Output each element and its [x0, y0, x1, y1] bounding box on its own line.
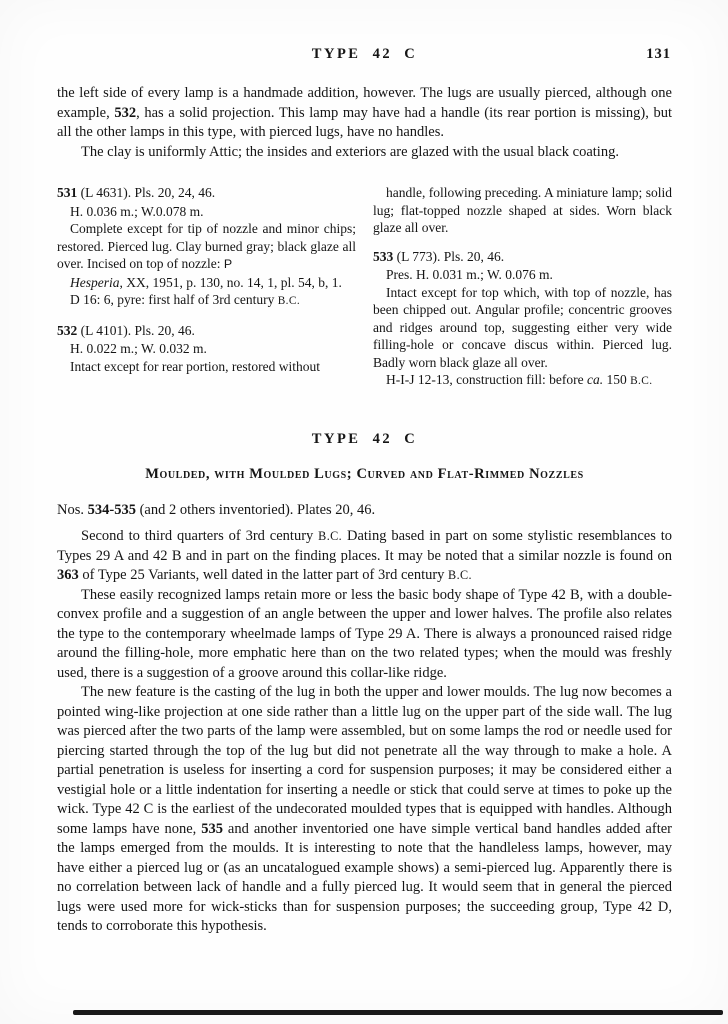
text-segment: H-I-J 12-13, construction fill: before — [386, 372, 587, 387]
entry-532-description — [57, 358, 356, 376]
intro-paragraph-clay — [57, 143, 672, 163]
text-segment: 533 — [373, 248, 394, 264]
text-segment: Second to third quarters of 3rd century — [81, 528, 319, 544]
section-paragraph-lug-feature — [57, 683, 672, 937]
catalog-column-right — [373, 184, 672, 391]
text-segment: B.C. — [318, 529, 343, 543]
text-segment: the left side of every lamp is a handmade addition, however. The lugs are usually pierced, although one example, — [57, 85, 672, 121]
section-subtitle: Moulded, with Moulded Lugs; Curved and Flat-Rimmed Nozzles — [145, 465, 584, 482]
text-segment: 532 — [114, 104, 137, 121]
text-segment: H. 0.036 m.; W.0.078 m. — [70, 203, 204, 219]
entry-532-heading — [57, 322, 356, 340]
text-segment: B.C. — [448, 568, 472, 582]
catalog-numbers-line — [57, 501, 672, 521]
catalog-entries — [57, 184, 672, 391]
text-segment: and another inventoried one have simple vertical band handles added after the lamps emerged from the moulds. It is interesting to note that the handleless lamps, however, may have either a pierced lug or (as an uncatalogued example shows) a semi-pierced lug. Apparently there is no correlation between lack of handle and a fully pierced lug. It would seem that in general the pierced lugs were used more for wick-sticks than for suspension purposes; the succeeding group, Type 42 D, tends to corroborate this hypothesis. — [57, 820, 672, 934]
text-segment: 531 — [57, 185, 78, 200]
entry-533-heading — [373, 248, 672, 266]
entry-532-description-continued — [373, 184, 672, 237]
intro-paragraph-continued — [57, 84, 672, 143]
section-paragraph-dating — [57, 527, 672, 586]
text-segment: (and 2 others inventoried). Plates 20, 46. — [135, 501, 376, 518]
text-segment: Hesperia — [70, 274, 120, 290]
section-title: TYPE 42 C — [311, 430, 418, 447]
entry-533-dimensions — [373, 266, 672, 284]
text-segment: D 16: 6, pyre: first half of 3rd century — [70, 292, 278, 307]
entry-531-reference — [57, 274, 356, 292]
catalog-column-left — [57, 184, 356, 391]
text-segment: Pres. H. 0.031 m.; W. 0.076 m. — [386, 267, 553, 282]
text-segment: 363 — [57, 567, 79, 583]
entry-532-dimensions — [57, 340, 356, 358]
text-segment: The new feature is the casting of the lug in both the upper and lower moulds. The lug now becomes a pointed wing-like projection at one side rather than a little lug on the upper part of the side wall. The lug was pierced after the two parts of the lamp were assembled, but on some lamps the rod or needle used for piercing started through the top of the lug but did not penetrate all the way through to make a hole. A partial penetration is useless for inserting a cord for suspension purposes; it may be considered either a vestigial hole or a little indentation for inserting a needle or stick that could serve at times to poke up the wick. Type 42 C is the earliest of the undecorated moulded types that is equipped with handles. Although some lamps have none, — [57, 684, 672, 837]
entry-531-dimensions — [57, 203, 356, 221]
text-segment: H. 0.022 m.; W. 0.032 m. — [70, 341, 207, 356]
text-segment: 534-535 — [87, 501, 136, 518]
scan-artifact-line — [73, 1010, 723, 1015]
entry-531-description — [57, 220, 356, 274]
page-number: 131 — [646, 46, 671, 62]
text-segment: Dating based in part on some stylistic resemblances to Types 29 A and 42 B and in part on the finding places. It may be noted that a similar nozzle is found on — [57, 528, 673, 564]
text-segment: ca. — [586, 372, 604, 387]
entry-533-context-date — [373, 371, 672, 391]
text-segment: of Type 25 Variants, well dated in the latter part of 3rd century — [78, 567, 449, 583]
text-segment: Nos. — [57, 501, 88, 518]
text-segment: B.C. — [630, 375, 653, 387]
running-header — [57, 46, 672, 63]
text-segment: 532 — [57, 322, 78, 338]
text-segment: The clay is uniformly Attic; the insides and exteriors are glazed with the usual black coating. — [81, 143, 619, 160]
running-header-title: TYPE 42 C — [311, 46, 418, 62]
text-segment: , XX, 1951, p. 130, no. 14, 1, pl. 54, b, 1. — [119, 274, 342, 290]
text-segment: B.C. — [277, 295, 301, 307]
text-segment: Intact except for rear portion, restored without — [70, 358, 321, 374]
section-paragraph-body-shape — [57, 586, 672, 684]
intro-text-block — [57, 84, 672, 162]
text-segment: Intact except for top which, with top of nozzle, has been chipped out. Angular profile; concentric grooves and ridges around top, suggesting either very wide filling-hole or concave discus within. Pierced lug. Badly worn black glaze all over. — [373, 284, 672, 370]
entry-531-heading — [57, 184, 356, 202]
entry-533-description — [373, 284, 672, 372]
text-segment: 150 — [603, 372, 631, 387]
text-segment: , has a solid projection. This lamp may have had a handle (its rear portion is missing), but all the other lamps in this type, with pierced lugs, have no handles. — [57, 104, 672, 140]
text-segment: handle, following preceding. A miniature lamp; solid lug; flat-topped nozzle shaped at sides. Worn black glaze all over. — [373, 185, 672, 235]
text-segment: (L 4101). Pls. 20, 46. — [77, 322, 195, 338]
text-segment: 535 — [201, 820, 223, 837]
text-segment: (L 4631). Pls. 20, 24, 46. — [77, 185, 216, 200]
text-segment: Complete except for tip of nozzle and minor chips; restored. Pierced lug. Clay burned gray; black glaze all over. Incised on top of nozzle: — [57, 221, 356, 271]
text-segment: P — [223, 257, 233, 271]
entry-531-context-date — [57, 291, 356, 311]
text-segment: (L 773). Pls. 20, 46. — [393, 248, 505, 264]
text-segment: These easily recognized lamps retain more or less the basic body shape of Type 42 B, with a double-convex profile and a suggestion of an angle between the upper and lower halves. The profile also relates the type to the contemporary wheelmade lamps of Type 29 A. There is always a pronounced raised ridge around the filling-hole, more emphatic here than on the two related types; when the mould was freshly used, there is a suggestion of a groove around this collar-like ridge. — [57, 586, 672, 681]
